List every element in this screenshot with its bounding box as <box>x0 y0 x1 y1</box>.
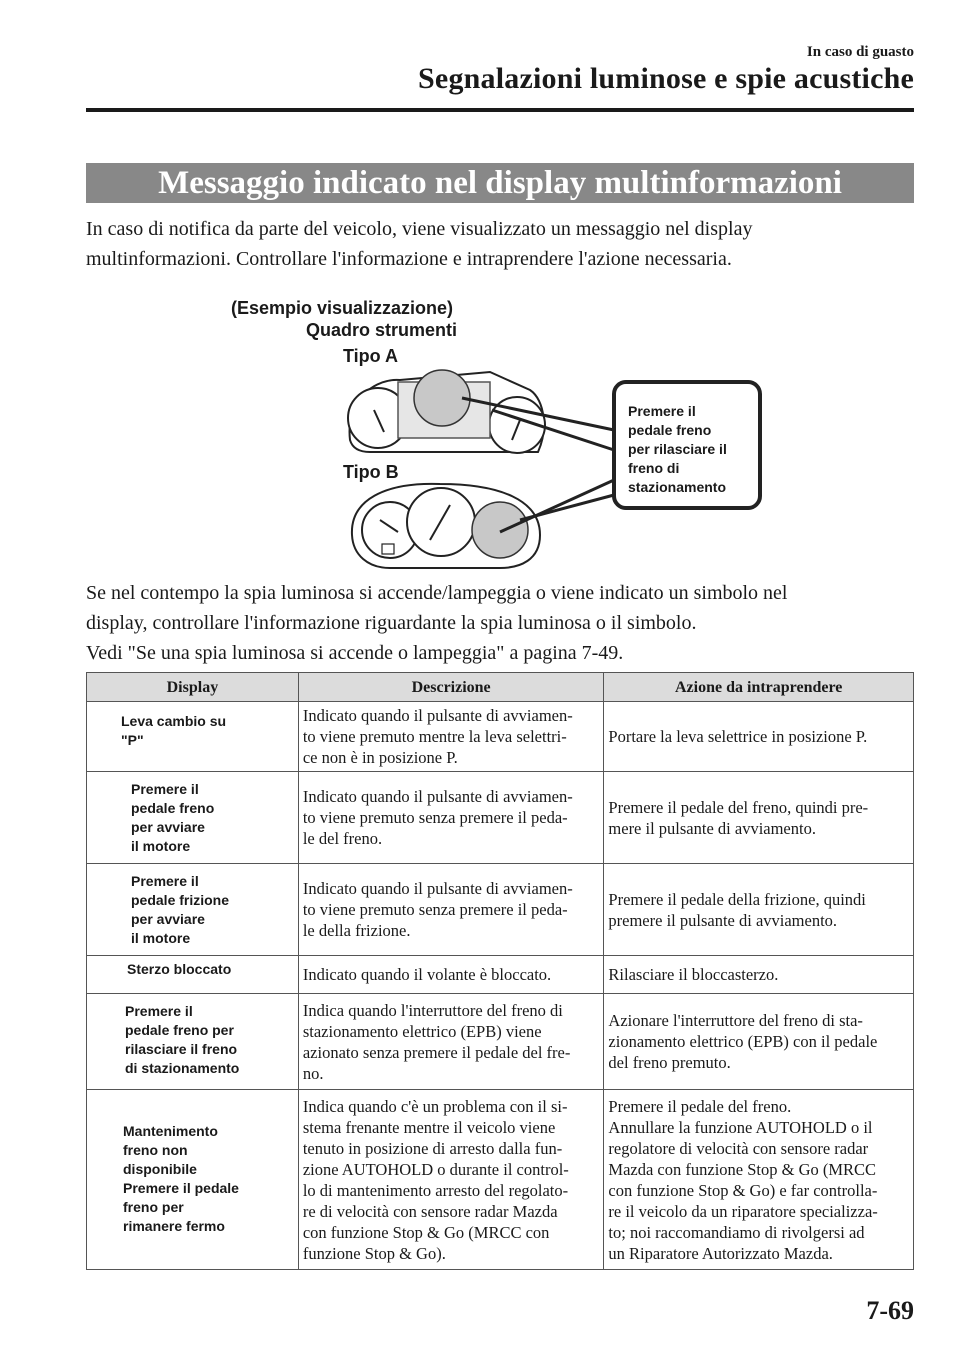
description-cell <box>298 994 604 1090</box>
display-line: Premere il <box>131 873 199 889</box>
display-line: Leva cambio su <box>121 713 227 729</box>
intro-line: In caso di notifica da parte del veicolo, viene visualizzato un messaggio nel display <box>86 218 753 240</box>
section-title: Segnalazioni luminose e spie acustiche <box>418 62 914 95</box>
action-line: con funzione Stop & Go) e far controlla- <box>608 1180 878 1200</box>
description-line: to viene premuto mentre la leva selettri- <box>302 727 567 746</box>
table-row <box>87 994 914 1090</box>
action-line: del freno premuto. <box>608 1053 731 1072</box>
display-cell <box>87 994 299 1090</box>
figure-type-b-label: Tipo B <box>343 462 399 482</box>
display-line: pedale frizione <box>131 892 230 908</box>
description-line: Indica quando l'interruttore del freno di <box>302 1000 563 1020</box>
display-cell <box>87 772 299 864</box>
display-line: Premere il pedale <box>123 1179 239 1196</box>
header-action: Azione da intraprendere <box>604 673 914 702</box>
description-line: to viene premuto senza premere il peda- <box>302 900 568 919</box>
action-line: Annullare la funzione AUTOHOLD o il <box>608 1117 873 1137</box>
description-line: le della frizione. <box>302 921 411 940</box>
callout-line: stazionamento <box>628 479 727 495</box>
display-line: "P" <box>121 732 144 748</box>
figure-callout <box>612 380 762 510</box>
display-line: il motore <box>131 838 191 854</box>
description-line: stema frenante mentre il veicolo viene <box>302 1117 556 1137</box>
description-cell <box>298 956 604 994</box>
display-cell <box>87 956 299 994</box>
action-line: re il veicolo da un riparatore specializza- <box>608 1201 878 1221</box>
display-line: Mantenimento <box>123 1122 218 1139</box>
header-display: Display <box>87 673 299 702</box>
action-line: regolatore di velocità con sensore radar <box>608 1138 869 1158</box>
note-line: Vedi "Se una spia luminosa si accende o lampeggia" a pagina 7-49. <box>86 642 624 664</box>
display-line: per avviare <box>131 819 205 835</box>
action-line: Premere il pedale del freno, quindi pre- <box>608 797 869 817</box>
display-line: di stazionamento <box>125 1060 240 1076</box>
description-line: con funzione Stop & Go (MRCC con <box>302 1222 550 1242</box>
action-cell <box>604 956 914 994</box>
page-number: 7-69 <box>866 1296 914 1325</box>
action-line: Rilasciare il bloccasterzo. <box>608 965 779 984</box>
topic-banner: Messaggio indicato nel display multinformazioni <box>86 163 914 203</box>
description-line: le del freno. <box>302 829 383 848</box>
figure-cluster-label: Quadro strumenti <box>306 320 458 340</box>
action-line: zionamento elettrico (EPB) con il pedale <box>608 1032 878 1051</box>
callout-line: Premere il <box>628 403 696 419</box>
description-cell <box>298 772 604 864</box>
description-line: Indica quando c'è un problema con il si- <box>302 1096 568 1116</box>
description-line: Indicato quando il pulsante di avviamen- <box>302 787 573 806</box>
action-line: to; noi raccomandiamo di rivolgersi ad <box>608 1222 865 1242</box>
table-row <box>87 864 914 956</box>
chapter-title: In caso di guasto <box>806 44 914 60</box>
description-cell <box>298 702 604 772</box>
description-line: zione AUTOHOLD o durante il control- <box>302 1159 569 1179</box>
display-line: freno per <box>123 1198 184 1215</box>
description-line: Indicato quando il pulsante di avviamen- <box>302 706 573 725</box>
callout-line: per rilasciare il <box>628 441 727 457</box>
description-cell <box>298 864 604 956</box>
action-cell <box>604 772 914 864</box>
action-line: Premere il pedale della frizione, quindi <box>608 889 866 909</box>
table-row <box>87 702 914 772</box>
intro-line: multinformazioni. Controllare l'informazione e intraprendere l'azione necessaria. <box>86 248 732 270</box>
description-line: no. <box>302 1063 324 1083</box>
display-line: Sterzo bloccato <box>127 961 232 977</box>
callout-line: pedale freno <box>628 422 712 438</box>
action-line: un Riparatore Autorizzato Mazda. <box>608 1243 833 1263</box>
header-description: Descrizione <box>298 673 604 702</box>
table-row <box>87 1090 914 1270</box>
action-cell <box>604 994 914 1090</box>
display-cell <box>87 1090 299 1270</box>
description-line: ce non è in posizione P. <box>302 748 458 767</box>
display-line: per avviare <box>131 911 205 927</box>
figure-type-a-label: Tipo A <box>343 346 398 366</box>
action-line: premere il pulsante di avviamento. <box>608 910 838 930</box>
table-row <box>87 772 914 864</box>
description-line: funzione Stop & Go). <box>302 1243 446 1263</box>
message-table <box>86 672 914 1270</box>
description-line: Indicato quando il volante è bloccato. <box>302 965 552 984</box>
callout-line: freno di <box>628 460 680 476</box>
action-cell <box>604 1090 914 1270</box>
display-cell <box>87 864 299 956</box>
display-line: rimanere fermo <box>123 1217 225 1234</box>
note-line: display, controllare l'informazione riguardante la spia luminosa o il simbolo. <box>86 612 697 634</box>
action-cell <box>604 702 914 772</box>
display-line: disponibile <box>123 1160 197 1177</box>
description-line: to viene premuto senza premere il peda- <box>302 808 568 827</box>
display-line: pedale freno per <box>125 1022 234 1038</box>
display-cell <box>87 702 299 772</box>
note-line: Se nel contempo la spia luminosa si accende/lampeggia o viene indicato un simbolo nel <box>86 582 788 604</box>
display-line: il motore <box>131 930 191 946</box>
figure-example-label: (Esempio visualizzazione) <box>231 298 454 318</box>
action-line: Azionare l'interruttore del freno di sta- <box>608 1011 863 1030</box>
description-line: lo di mantenimento arresto del regolato- <box>302 1180 569 1200</box>
display-line: Premere il <box>125 1003 193 1019</box>
description-cell <box>298 1090 604 1270</box>
table-row <box>87 956 914 994</box>
action-line: Mazda con funzione Stop & Go (MRCC <box>608 1159 877 1179</box>
description-line: Indicato quando il pulsante di avviamen- <box>302 879 573 898</box>
description-line: stazionamento elettrico (EPB) viene <box>302 1021 542 1041</box>
action-line: Portare la leva selettrice in posizione P. <box>608 727 868 746</box>
display-line: freno non <box>123 1141 188 1158</box>
description-line: azionato senza premere il pedale del fre- <box>302 1042 571 1062</box>
display-line: pedale freno <box>131 800 215 816</box>
display-line: rilasciare il freno <box>125 1041 238 1057</box>
display-line: Premere il <box>131 781 199 797</box>
table-header-row <box>87 673 914 702</box>
action-line: mere il pulsante di avviamento. <box>608 818 816 838</box>
description-line: re di velocità con sensore radar Mazda <box>302 1201 558 1221</box>
action-cell <box>604 864 914 956</box>
cluster-type-a <box>348 370 545 453</box>
note-paragraph <box>86 578 916 668</box>
action-line: Premere il pedale del freno. <box>608 1096 792 1116</box>
description-line: tenuto in posizione di arresto dalla fun- <box>302 1138 563 1158</box>
